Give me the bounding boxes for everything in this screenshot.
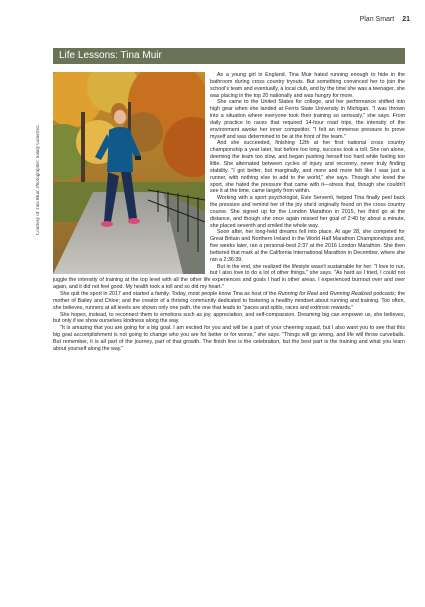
paragraph: And she succeeded, finishing 12th at her first national cross country championship a year later, but before too long, success took a toll. She ran alone, deeming the team too slow, and began pushing herself too hard while fueling too little. She alternated between cycles of injury and recovery, never truly finding stability. "I got better, but marginally, and more and more felt like I was just a runner, with nothing else to add to the world," she says. Though she loved the sport, she hated the pressure that came with it—stress that, though she couldn't see it at the time, came largely from within. <box>210 140 405 195</box>
article-body <box>53 72 405 353</box>
text-run: and <box>317 291 330 297</box>
photo-credit: Courtesy of Tina Muir. Photographer: Sandy Gutierrez. <box>36 124 41 236</box>
text-run: podcasts; the mother of Bailey and Chloe; and the creator of a thriving community dedicated to fostering a healthy mindset about running and training. Too often, she believes, runners at all levels are shown only one path, the one that leads to "paces and splits, races and extrinsic rewards." <box>53 291 406 311</box>
page-number: 21 <box>402 16 410 23</box>
paragraph: "It is amazing that you are going for a big goal. I am excited for you and will be a part of your cheering squad, but I also want you to see that this big goal accomplishment is not going to change who you are for better or for worse," she says. "Things will go wrong, and life will throw curveballs. But remember, it is all part of the journey, part of that growth. The finish line is the celebration, but the best part is the training and what you learn about yourself along the way." <box>53 325 405 352</box>
section-title: Plan Smart <box>359 16 395 23</box>
paragraph: Working with a sport psychologist, Evie Serventi, helped Tina finally peel back the pressure and remind her of the joy she'd originally found on the cross country course. She signed up for the London Marathon in 2015, her third go at the distance, and though she once again missed her goal of 2:40 by about a minute, she placed seventh and smiled the whole way. <box>210 195 405 229</box>
paragraph: She hopes, instead, to reconnect them to emotions such as joy, appreciation, and self-compassion. Dreaming big can empower us, she believes, but only if we show ourselves kindness along the way. <box>53 311 405 325</box>
paragraph <box>53 291 405 312</box>
sidebar-title: Life Lessons: Tina Muir <box>59 50 162 61</box>
paragraph: She came to the United States for college, and her performance shifted into high gear when she landed at Ferris State University in Michigan. "I was thrown into a situation where everyone took their training so seriously," she says. From daily practice to races that required 14-hour road trips, the intensity of the environment awoke her inner competitor. "I felt an immense pressure to prove myself and was determined to be at the front of the team." <box>210 99 405 140</box>
paragraph: But in the end, she realized the lifestyle wasn't sustainable for her. "I love to run, but I also love to do a lot of other things," she says. "As hard as I tried, I could not juggle the intensity of training at the top level with all the other life experiences and goals I had in other areas. I experienced burnout over and over again, and it did not feel good. My health took a toll and so did my heart." <box>53 263 405 291</box>
paragraph: Soon after, her long-held dreams fell into place. At age 28, she competed for Great Britain and Northern Ireland in the World Half Marathon Championships and, five weeks later, ran a personal-best 2:37 at the 2016 London Marathon. She then bettered that mark at the California International Marathon in December, where she ran a 2:36:39. <box>210 229 405 263</box>
podcast-title: Running for Real <box>277 291 318 297</box>
paragraph: As a young girl in England, Tina Muir hated running enough to hide in the bathroom during cross country tryouts. But something convinced her to join the school's team and eventually, a local club, and by the time she was a teenager, she was placing in the top 20 nationally and was hungry for more. <box>210 72 405 99</box>
podcast-title: Running Realized <box>329 291 372 297</box>
running-header <box>360 16 410 23</box>
text-run: She quit the sport in 2017 and started a family. Today, most people know Tina as host of the <box>60 291 278 297</box>
sidebar-title-banner <box>53 48 405 64</box>
